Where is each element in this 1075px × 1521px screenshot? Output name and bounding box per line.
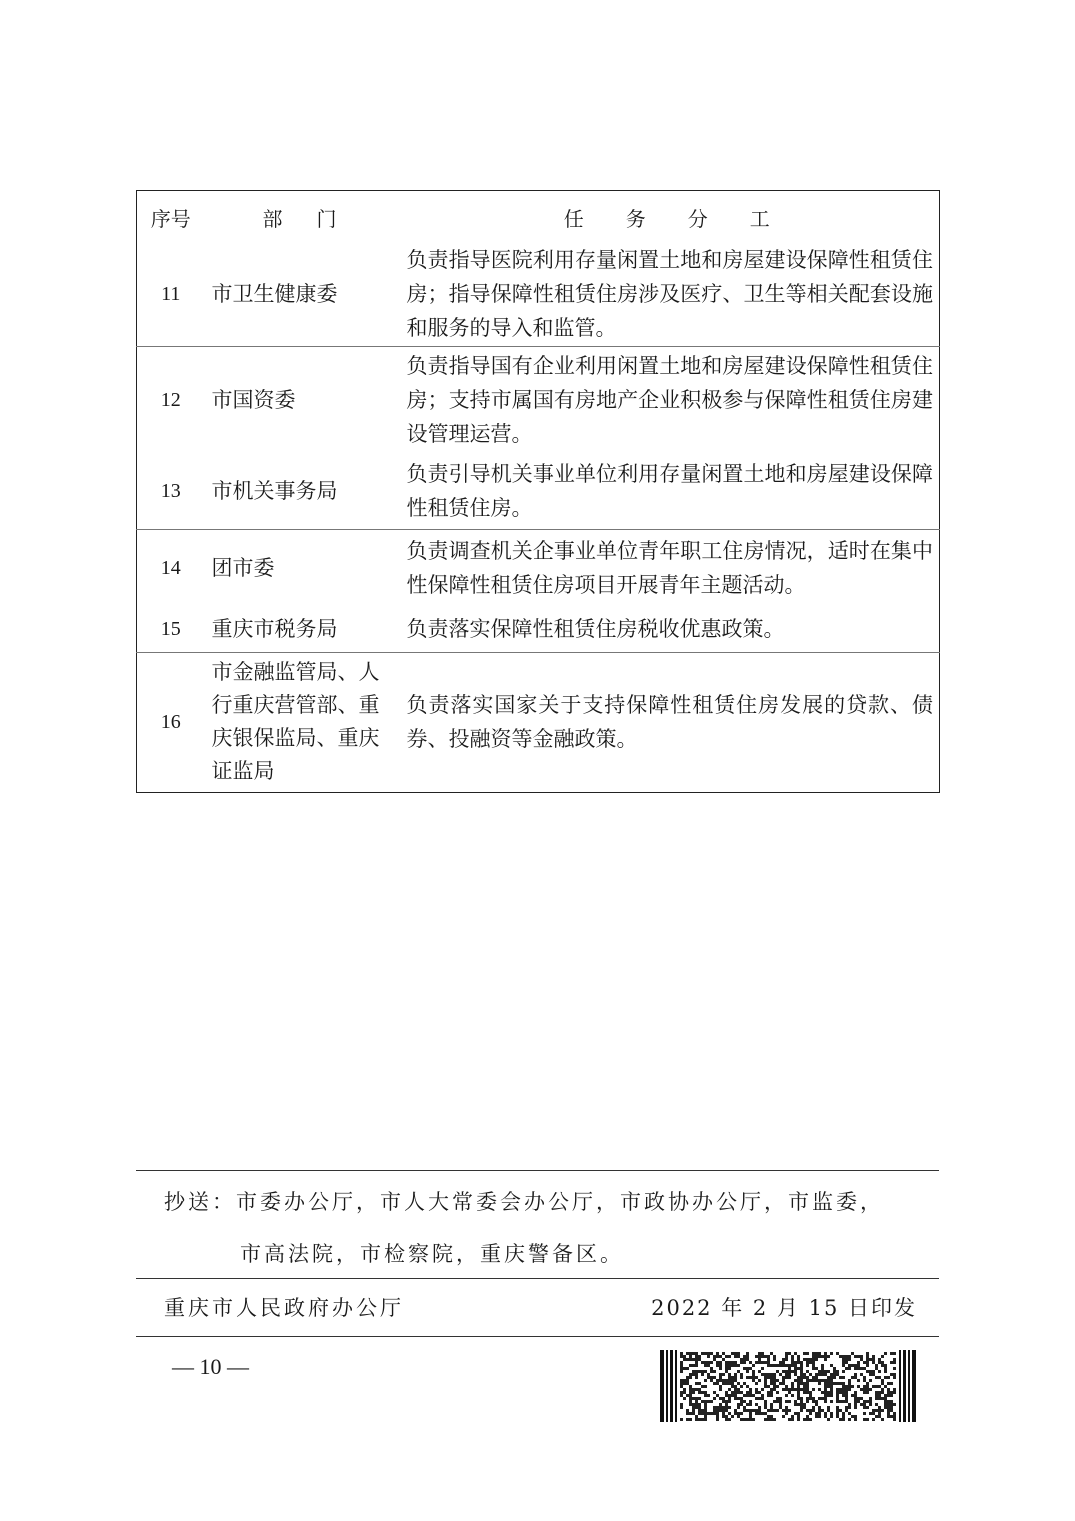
issuer: 重庆市人民政府办公厅 (164, 1296, 404, 1320)
row-task: 负责落实保障性租赁住房税收优惠政策。 (406, 617, 785, 642)
row-task: 负责指导医院利用存量闲置土地和房屋建设保障性租赁住房；指导保障性租赁住房涉及医疗、卫生等相关配套设施和服务的导入和监管。 (406, 248, 933, 341)
table-row (137, 652, 940, 792)
row-number: 15 (160, 618, 181, 641)
row-department: 市机关事务局 (211, 479, 338, 504)
cc-bottom-rule (136, 1278, 939, 1279)
table-row (137, 346, 940, 454)
footer-rule (136, 1336, 939, 1337)
row-number: 14 (137, 529, 205, 607)
row-number: 16 (137, 652, 205, 792)
cc-recipients-2: 市高法院，市检察院，重庆警备区。 (240, 1242, 624, 1266)
row-number: 13 (160, 480, 181, 503)
row-department: 市金融监管局、人行重庆营管部、重庆银保监局、重庆证监局 (205, 652, 395, 792)
row-department: 团市委 (205, 529, 395, 607)
row-number: 12 (137, 346, 205, 454)
cc-top-rule (136, 1170, 939, 1171)
header-task: 任务分工 (563, 206, 812, 231)
table-row (137, 454, 940, 529)
row-department: 市国资委 (205, 346, 395, 454)
table-row (137, 607, 940, 652)
table-row (137, 243, 940, 346)
row-number: 11 (161, 283, 181, 306)
issue-date: 2022 年 2 月 15 日印发 (651, 1296, 917, 1320)
page-number: — 10 — (172, 1354, 249, 1379)
barcode-icon (660, 1350, 916, 1422)
header-number: 序号 (150, 206, 191, 231)
row-department: 市卫生健康委 (211, 282, 338, 307)
cc-recipients-1: 市委办公厅，市人大常委会办公厅，市政协办公厅，市监委， (236, 1190, 884, 1214)
row-task: 负责指导国有企业利用闲置土地和房屋建设保障性租赁住房；支持市属国有房地产企业积极参与保障性租赁住房建设管理运营。 (395, 346, 940, 454)
header-department: 部门 (262, 206, 371, 231)
row-task: 负责落实国家关于支持保障性租赁住房发展的贷款、债券、投融资等金融政策。 (395, 652, 940, 792)
row-task: 负责调查机关企事业单位青年职工住房情况，适时在集中性保障性租赁住房项目开展青年主题活动。 (395, 529, 940, 607)
table-header-row (137, 191, 940, 244)
row-task: 负责引导机关事业单位利用存量闲置土地和房屋建设保障性租赁住房。 (406, 462, 933, 521)
table-row (137, 529, 940, 607)
cc-label: 抄送： (164, 1190, 236, 1214)
task-division-table (136, 190, 940, 793)
cc-line-1 (164, 1186, 884, 1216)
row-department: 重庆市税务局 (211, 617, 338, 642)
